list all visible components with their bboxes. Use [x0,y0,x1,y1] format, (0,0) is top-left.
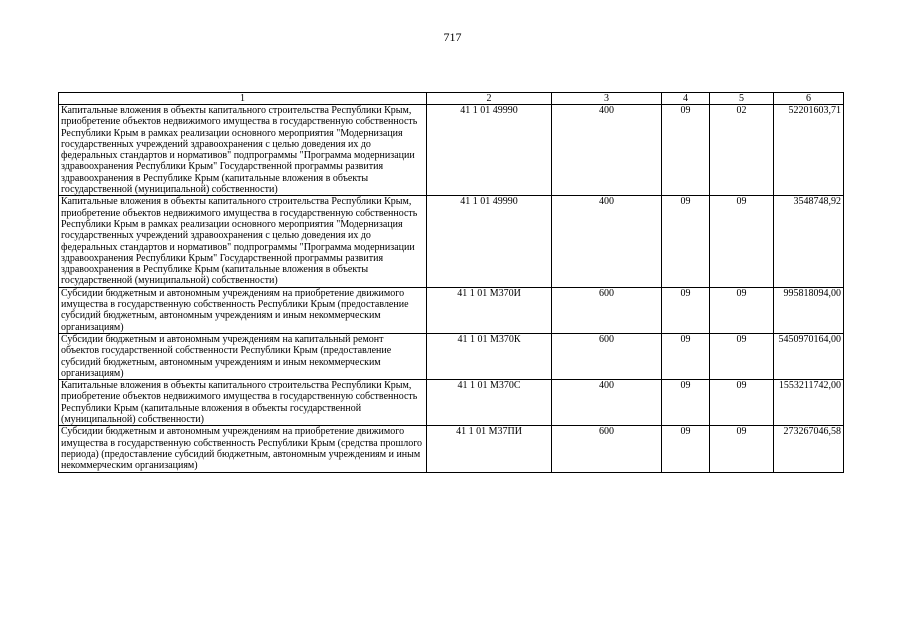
row-expense-type: 600 [552,333,662,379]
budget-table [58,92,844,473]
row-description: Капитальные вложения в объекты капитального строительства Республики Крым, приобретение объектов недвижимого имущества в государственную собственность Республики Крым (капитальные вложения в объекты государственной (муниципальной) собственности) [59,380,427,426]
row-expense-type: 400 [552,380,662,426]
table-row [59,380,844,426]
row-section: 09 [662,105,710,196]
row-amount: 3548748,92 [774,196,844,287]
table-row [59,426,844,472]
row-section: 09 [662,426,710,472]
row-amount: 52201603,71 [774,105,844,196]
row-target-code: 41 1 01 М370К [427,333,552,379]
row-target-code: 41 1 01 М370И [427,287,552,333]
row-expense-type: 600 [552,426,662,472]
row-expense-type: 400 [552,196,662,287]
row-subsection: 09 [710,196,774,287]
column-header-2: 2 [427,93,552,105]
row-target-code: 41 1 01 49990 [427,196,552,287]
table-row [59,196,844,287]
column-header-4: 4 [662,93,710,105]
row-section: 09 [662,333,710,379]
row-expense-type: 600 [552,287,662,333]
row-amount: 273267046,58 [774,426,844,472]
row-subsection: 09 [710,287,774,333]
row-description: Субсидии бюджетным и автономным учреждениям на капитальный ремонт объектов государственной собственности Республики Крым (предоставление субсидий бюджетным, автономным учреждениям и иным некоммерческим организациям) [59,333,427,379]
table-row [59,287,844,333]
table-row [59,105,844,196]
row-target-code: 41 1 01 М370С [427,380,552,426]
page-number: 717 [443,30,462,44]
table-header-row [59,93,844,105]
column-header-5: 5 [710,93,774,105]
row-description: Капитальные вложения в объекты капитального строительства Республики Крым, приобретение объектов недвижимого имущества в государственную собственность Республики Крым в рамках реализации основного мероприятия "Модернизация государственных учреждений здравоохранения с целью доведения их до федеральных стандартов и нормативов" подпрограммы "Программа модернизации здравоохранения Республики Крым" Государственной программы развития здравоохранения в Республике Крым (капитальные вложения в объекты государственной (муниципальной) собственности) [59,196,427,287]
row-amount: 5450970164,00 [774,333,844,379]
row-subsection: 02 [710,105,774,196]
row-description: Капитальные вложения в объекты капитального строительства Республики Крым, приобретение объектов недвижимого имущества в государственную собственность Республики Крым в рамках реализации основного мероприятия "Модернизация государственных учреждений здравоохранения с целью доведения их до федеральных стандартов и нормативов" подпрограммы "Программа модернизации здравоохранения Республики Крым" Государственной программы развития здравоохранения в Республике Крым (капитальные вложения в объекты государственной (муниципальной) собственности) [59,105,427,196]
table-row [59,333,844,379]
row-target-code: 41 1 01 49990 [427,105,552,196]
column-header-3: 3 [552,93,662,105]
row-section: 09 [662,287,710,333]
row-subsection: 09 [710,333,774,379]
row-target-code: 41 1 01 М37ПИ [427,426,552,472]
column-header-1: 1 [59,93,427,105]
row-description: Субсидии бюджетным и автономным учреждениям на приобретение движимого имущества в государственную собственность Республики Крым (предоставление субсидий бюджетным, автономным учреждениям и иным некоммерческим организациям) [59,287,427,333]
row-description: Субсидии бюджетным и автономным учреждениям на приобретение движимого имущества в государственную собственность Республики Крым (средства прошлого периода) (предоставление субсидий бюджетным, автономным учреждениям и иным некоммерческим организациям) [59,426,427,472]
row-expense-type: 400 [552,105,662,196]
row-amount: 1553211742,00 [774,380,844,426]
row-section: 09 [662,196,710,287]
column-header-6: 6 [774,93,844,105]
row-section: 09 [662,380,710,426]
row-amount: 995818094,00 [774,287,844,333]
row-subsection: 09 [710,380,774,426]
row-subsection: 09 [710,426,774,472]
